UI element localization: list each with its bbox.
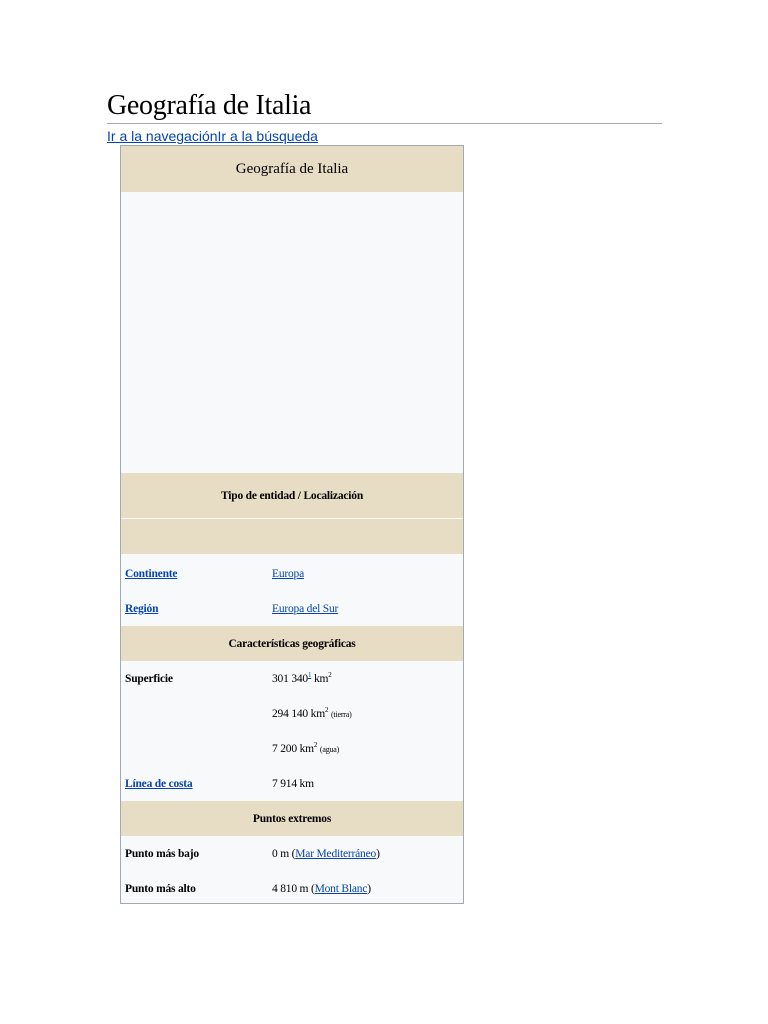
surface-reference-link[interactable]: 1 bbox=[307, 671, 312, 680]
surface-land-unit-exponent: 2 bbox=[324, 706, 329, 715]
highest-point-close-paren: ) bbox=[367, 883, 371, 895]
section-entity-type: Tipo de entidad / Localización bbox=[121, 473, 463, 518]
row-continent bbox=[121, 559, 463, 593]
jump-links bbox=[107, 127, 318, 145]
infobox bbox=[120, 145, 464, 904]
jump-to-navigation-link[interactable]: Ir a la navegación bbox=[107, 128, 218, 144]
surface-label: Superficie bbox=[125, 673, 173, 685]
surface-land-unit: km bbox=[310, 708, 325, 720]
surface-water-note: (agua) bbox=[319, 745, 340, 754]
lowest-point-elevation: 0 m ( bbox=[272, 848, 296, 860]
region-value-link[interactable]: Europa del Sur bbox=[272, 603, 339, 615]
continent-label-link[interactable]: Continente bbox=[125, 568, 178, 580]
lowest-point-close-paren: ) bbox=[376, 848, 380, 860]
row-lowest-point bbox=[121, 839, 463, 873]
surface-land bbox=[272, 708, 352, 720]
coastline-value: 7 914 km bbox=[272, 778, 314, 790]
row-surface bbox=[121, 664, 463, 698]
surface-total-value: 301 340 bbox=[272, 673, 308, 685]
coastline-label-link[interactable]: Línea de costa bbox=[125, 778, 193, 790]
jump-to-search-link[interactable]: Ir a la búsqueda bbox=[217, 128, 318, 144]
highest-point-label: Punto más alto bbox=[125, 883, 196, 895]
row-coastline bbox=[121, 769, 463, 803]
lowest-point-label: Punto más bajo bbox=[125, 848, 199, 860]
section-geographic-features: Características geográficas bbox=[121, 626, 463, 661]
location-map-band bbox=[121, 519, 463, 554]
row-surface-water bbox=[121, 734, 463, 768]
row-region bbox=[121, 594, 463, 628]
infobox-heading: Geografía de Italia bbox=[121, 146, 463, 192]
surface-water bbox=[272, 743, 339, 755]
surface-water-unit: km bbox=[299, 743, 314, 755]
highest-point-elevation: 4 810 m ( bbox=[272, 883, 315, 895]
surface-land-note: (tierra) bbox=[330, 710, 352, 719]
page-title: Geografía de Italia bbox=[107, 90, 312, 121]
row-highest-point bbox=[121, 874, 463, 908]
infobox-image-area bbox=[121, 192, 463, 473]
region-label-link[interactable]: Región bbox=[125, 603, 159, 615]
row-surface-land bbox=[121, 699, 463, 733]
surface-total bbox=[272, 673, 332, 685]
mont-blanc-link[interactable]: Mont Blanc bbox=[314, 883, 368, 895]
surface-unit-exponent: 2 bbox=[328, 671, 332, 680]
surface-unit: km bbox=[313, 673, 329, 685]
lowest-point-value bbox=[272, 848, 380, 860]
section-extreme-points: Puntos extremos bbox=[121, 801, 463, 836]
surface-water-value: 7 200 bbox=[272, 743, 297, 755]
mar-mediterraneo-link[interactable]: Mar Mediterráneo bbox=[295, 848, 377, 860]
title-divider bbox=[107, 123, 662, 124]
surface-land-value: 294 140 bbox=[272, 708, 308, 720]
surface-water-unit-exponent: 2 bbox=[313, 741, 318, 750]
highest-point-value bbox=[272, 883, 371, 895]
continent-value-link[interactable]: Europa bbox=[272, 568, 305, 580]
